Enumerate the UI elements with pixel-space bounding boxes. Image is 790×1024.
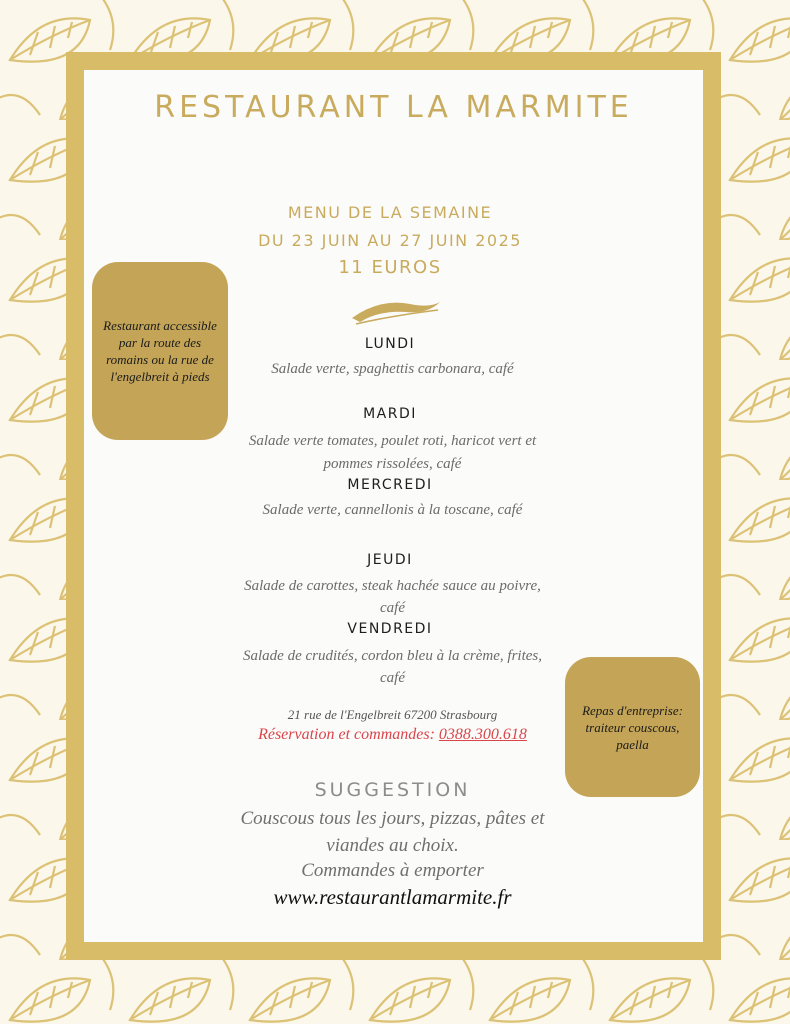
menu-date-range: DU 23 JUIN AU 27 JUIN 2025 <box>258 231 522 250</box>
dish-mercredi: Salade verte, cannellonis à la toscane, café <box>262 502 523 518</box>
website-link[interactable]: www.restaurantlamarmite.fr <box>273 885 512 909</box>
day-lundi: LUNDI <box>364 336 416 352</box>
business-meals-badge <box>565 657 700 797</box>
dish-jeudi-line2: café <box>380 600 405 616</box>
dish-vendredi-line1: Salade de crudités, cordon bleu à la crème, frites, <box>243 648 542 664</box>
suggestion-line1: Couscous tous les jours, pizzas, pâtes et <box>240 808 545 829</box>
address: 21 rue de l'Engelbreit 67200 Strasbourg <box>287 707 498 722</box>
dish-mardi-line1: Salade verte tomates, poulet roti, haricot vert et <box>248 433 537 449</box>
day-vendredi: VENDREDI <box>347 621 433 637</box>
dish-jeudi-line1: Salade de carottes, steak hachée sauce au poivre, <box>244 578 541 594</box>
dish-lundi: Salade verte, spaghettis carbonara, café <box>271 361 514 377</box>
day-jeudi: JEUDI <box>367 552 413 568</box>
access-info-badge <box>92 262 228 440</box>
restaurant-title: RESTAURANT LA MARMITE <box>154 90 633 125</box>
suggestion-title: SUGGESTION <box>314 779 471 801</box>
day-mardi: MARDI <box>363 406 417 422</box>
access-info-text: Restaurant accessible par la route des romains ou la rue de l'engelbreit à pieds <box>103 318 217 384</box>
dish-vendredi-line2: café <box>380 670 405 686</box>
takeaway-line: Commandes à emporter <box>301 860 484 881</box>
menu-price: 11 EUROS <box>338 257 442 278</box>
swoosh-ornament-icon <box>350 296 442 330</box>
phone-link[interactable]: 0388.300.618 <box>438 726 527 743</box>
reservation-label: Réservation et commandes: <box>258 726 435 743</box>
business-meals-text: Repas d'entreprise: traiteur couscous, paella <box>582 702 683 752</box>
suggestion-line2: viandes au choix. <box>326 835 459 856</box>
day-mercredi: MERCREDI <box>347 477 433 493</box>
dish-mardi-line2: pommes rissolées, café <box>323 456 462 472</box>
reservation-line <box>200 726 585 744</box>
menu-week-heading: MENU DE LA SEMAINE <box>287 203 493 222</box>
